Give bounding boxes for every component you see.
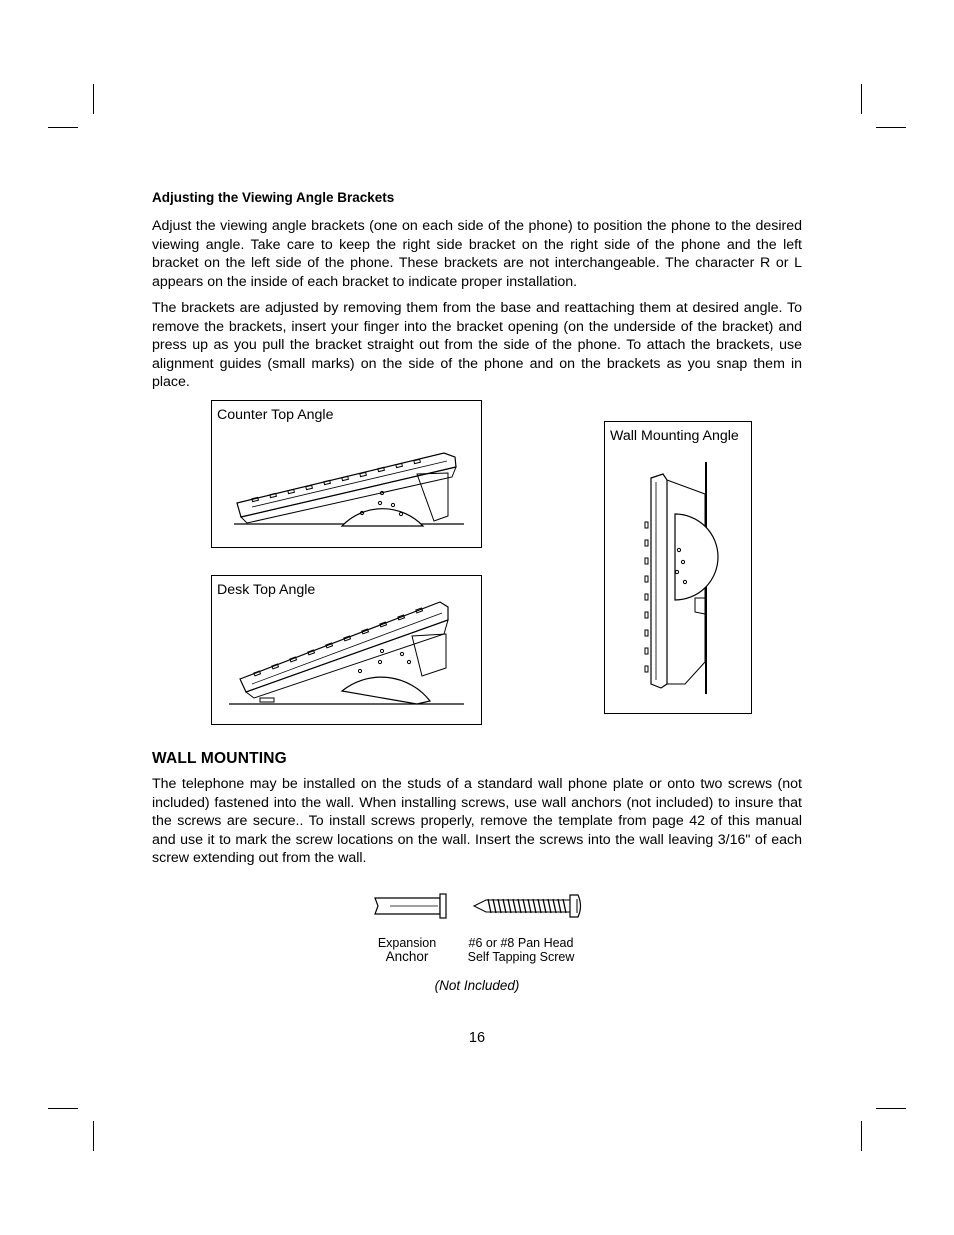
figure-caption: Desk Top Angle — [217, 582, 316, 598]
crop-mark — [48, 127, 78, 128]
bracket-paragraph-1 — [152, 217, 802, 291]
page-number: 16 — [468, 1030, 486, 1046]
figure-caption: Counter Top Angle — [217, 407, 334, 423]
anchor-label-line2: Anchor — [385, 949, 429, 964]
pan-head-screw-icon — [474, 895, 581, 917]
bracket-section-heading: Adjusting the Viewing Angle Brackets — [152, 190, 395, 205]
phone-counter-top-illustration — [212, 401, 483, 549]
crop-mark — [93, 84, 94, 114]
crop-mark — [48, 1108, 78, 1109]
wall-mounting-paragraph-text: The telephone may be installed on the studs of a standard wall phone plate or onto two screws (not included) fastened into the wall. When installing screws, use wall anchors (not included) to insure that the screws are secure.. To install screws properly, remove the template from page 42 of this manual and use it to mark the screw locations on the wall. Insert the screws into the wall leaving 3/16" of each screw extending out from the wall. — [152, 776, 802, 866]
figure-counter-top-angle — [211, 400, 482, 548]
figure-caption: Wall Mounting Angle — [610, 428, 739, 444]
crop-mark — [93, 1121, 94, 1151]
wall-mounting-heading: WALL MOUNTING — [152, 750, 287, 767]
phone-desk-top-illustration — [212, 576, 483, 726]
bracket-paragraph-2-text: The brackets are adjusted by removing them from the base and reattaching them at desired angle. To remove the brackets, insert your finger into the bracket opening (on the underside of the bracket) and press up as you pull the bracket straight out from the side of the phone. To attach the brackets, use alignment guides (small marks) on the side of the phone and on the brackets as you snap them in place. — [152, 300, 802, 390]
hardware-illustration — [370, 890, 590, 922]
figure-desk-top-angle — [211, 575, 482, 725]
phone-wall-mount-illustration — [605, 422, 753, 715]
bracket-paragraph-2 — [152, 299, 802, 392]
bracket-paragraph-1-text: Adjust the viewing angle brackets (one on each side of the phone) to position the phone to the desired viewing angle. Take care to keep the right side bracket on the right side of the phone and the left bracket on the left side of the phone. These brackets are not interchangeable. The character R or L appears on the inside of each bracket to indicate proper installation. — [152, 218, 802, 290]
screw-label-line1: #6 or #8 Pan Head — [468, 936, 574, 950]
expansion-anchor-icon — [375, 894, 446, 918]
anchor-label — [367, 936, 447, 964]
crop-mark — [876, 127, 906, 128]
crop-mark — [876, 1108, 906, 1109]
screw-label-line2: Self Tapping Screw — [467, 950, 575, 964]
screw-label — [455, 936, 587, 964]
crop-mark — [861, 1121, 862, 1151]
anchor-label-line1: Expansion — [377, 936, 437, 950]
wall-mounting-paragraph — [152, 775, 802, 868]
not-included-note: (Not Included) — [434, 978, 520, 993]
crop-mark — [861, 84, 862, 114]
figure-wall-mounting-angle — [604, 421, 752, 714]
